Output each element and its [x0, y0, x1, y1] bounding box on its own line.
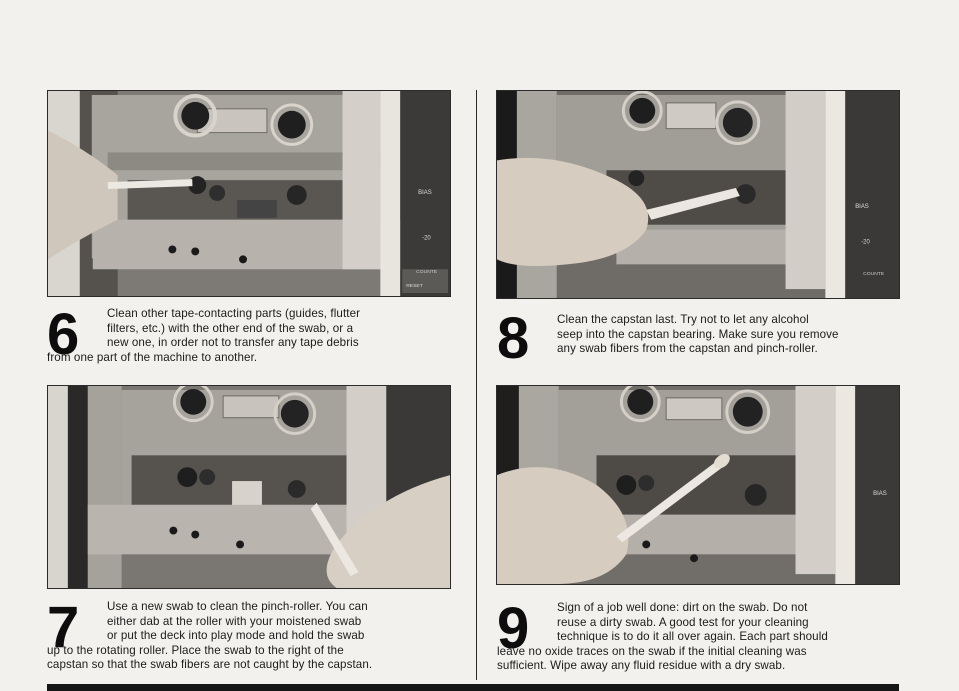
step-7-line-1: Use a new swab to clean the pinch-roller. You can	[107, 600, 368, 613]
photo-8-mark-label: -20	[861, 239, 870, 246]
step-number: 6	[47, 302, 80, 367]
photo-step-7	[47, 385, 451, 589]
photo-6-bias-label: BIAS	[418, 190, 432, 196]
step-8-line-3: any swab fibers from the capstan and pinch-roller.	[557, 342, 818, 356]
step-9-line-2: reuse a dirty swab. A good test for your cleaning	[557, 615, 809, 629]
bottom-rule	[47, 684, 899, 691]
step-number: 9	[497, 596, 530, 661]
photo-9-bias-label: BIAS	[873, 490, 887, 497]
step-9-line-3: technique is to do it all over again. Each part should	[557, 630, 828, 644]
step-8-line-2: seep into the capstan bearing. Make sure you remove	[557, 327, 839, 341]
step-9	[497, 596, 907, 674]
step-9-line-1: Sign of a job well done: dirt on the swab. Do not	[557, 601, 808, 614]
step-9-line-5: sufficient. Wipe away any fluid residue with a dry swab.	[497, 659, 786, 673]
step-6-line-4: from one part of the machine to another.	[47, 350, 258, 364]
photo-step-6	[47, 90, 451, 297]
step-8-line-1: Clean the capstan last. Try not to let any alcohol	[557, 313, 809, 326]
photo-6-counter-label: COUNTE	[416, 270, 438, 276]
step-number: 7	[47, 595, 80, 660]
step-6-line-2: filters, etc.) with the other end of the swab, or a	[107, 321, 354, 335]
photo-8-counter-label: COUNTE	[863, 272, 885, 278]
column-divider	[476, 90, 477, 680]
photo-8-bias-label: BIAS	[855, 203, 869, 210]
photo-6-mark-label: -20	[422, 235, 431, 242]
step-8	[497, 306, 901, 371]
step-9-line-4: leave no oxide traces on the swab if the initial cleaning was	[497, 644, 807, 658]
step-7-line-2: either dab at the roller with your moistened swab	[107, 614, 362, 628]
step-7-line-4: up to the rotating roller. Place the swab to the right of the	[47, 643, 344, 657]
step-7-line-3: or put the deck into play mode and hold the swab	[107, 629, 365, 643]
step-6	[47, 302, 451, 367]
photo-6-reset-label: RESET	[406, 284, 423, 290]
step-number: 8	[497, 306, 530, 371]
photo-step-8	[496, 90, 900, 299]
step-7-line-5: capstan so that the swab fibers are not caught by the capstan.	[47, 658, 373, 672]
photo-step-9	[496, 385, 900, 585]
step-6-line-3: new one, in order not to transfer any tape debris	[107, 336, 359, 350]
step-6-line-1: Clean other tape-contacting parts (guides, flutter	[107, 307, 361, 320]
step-7	[47, 595, 457, 673]
